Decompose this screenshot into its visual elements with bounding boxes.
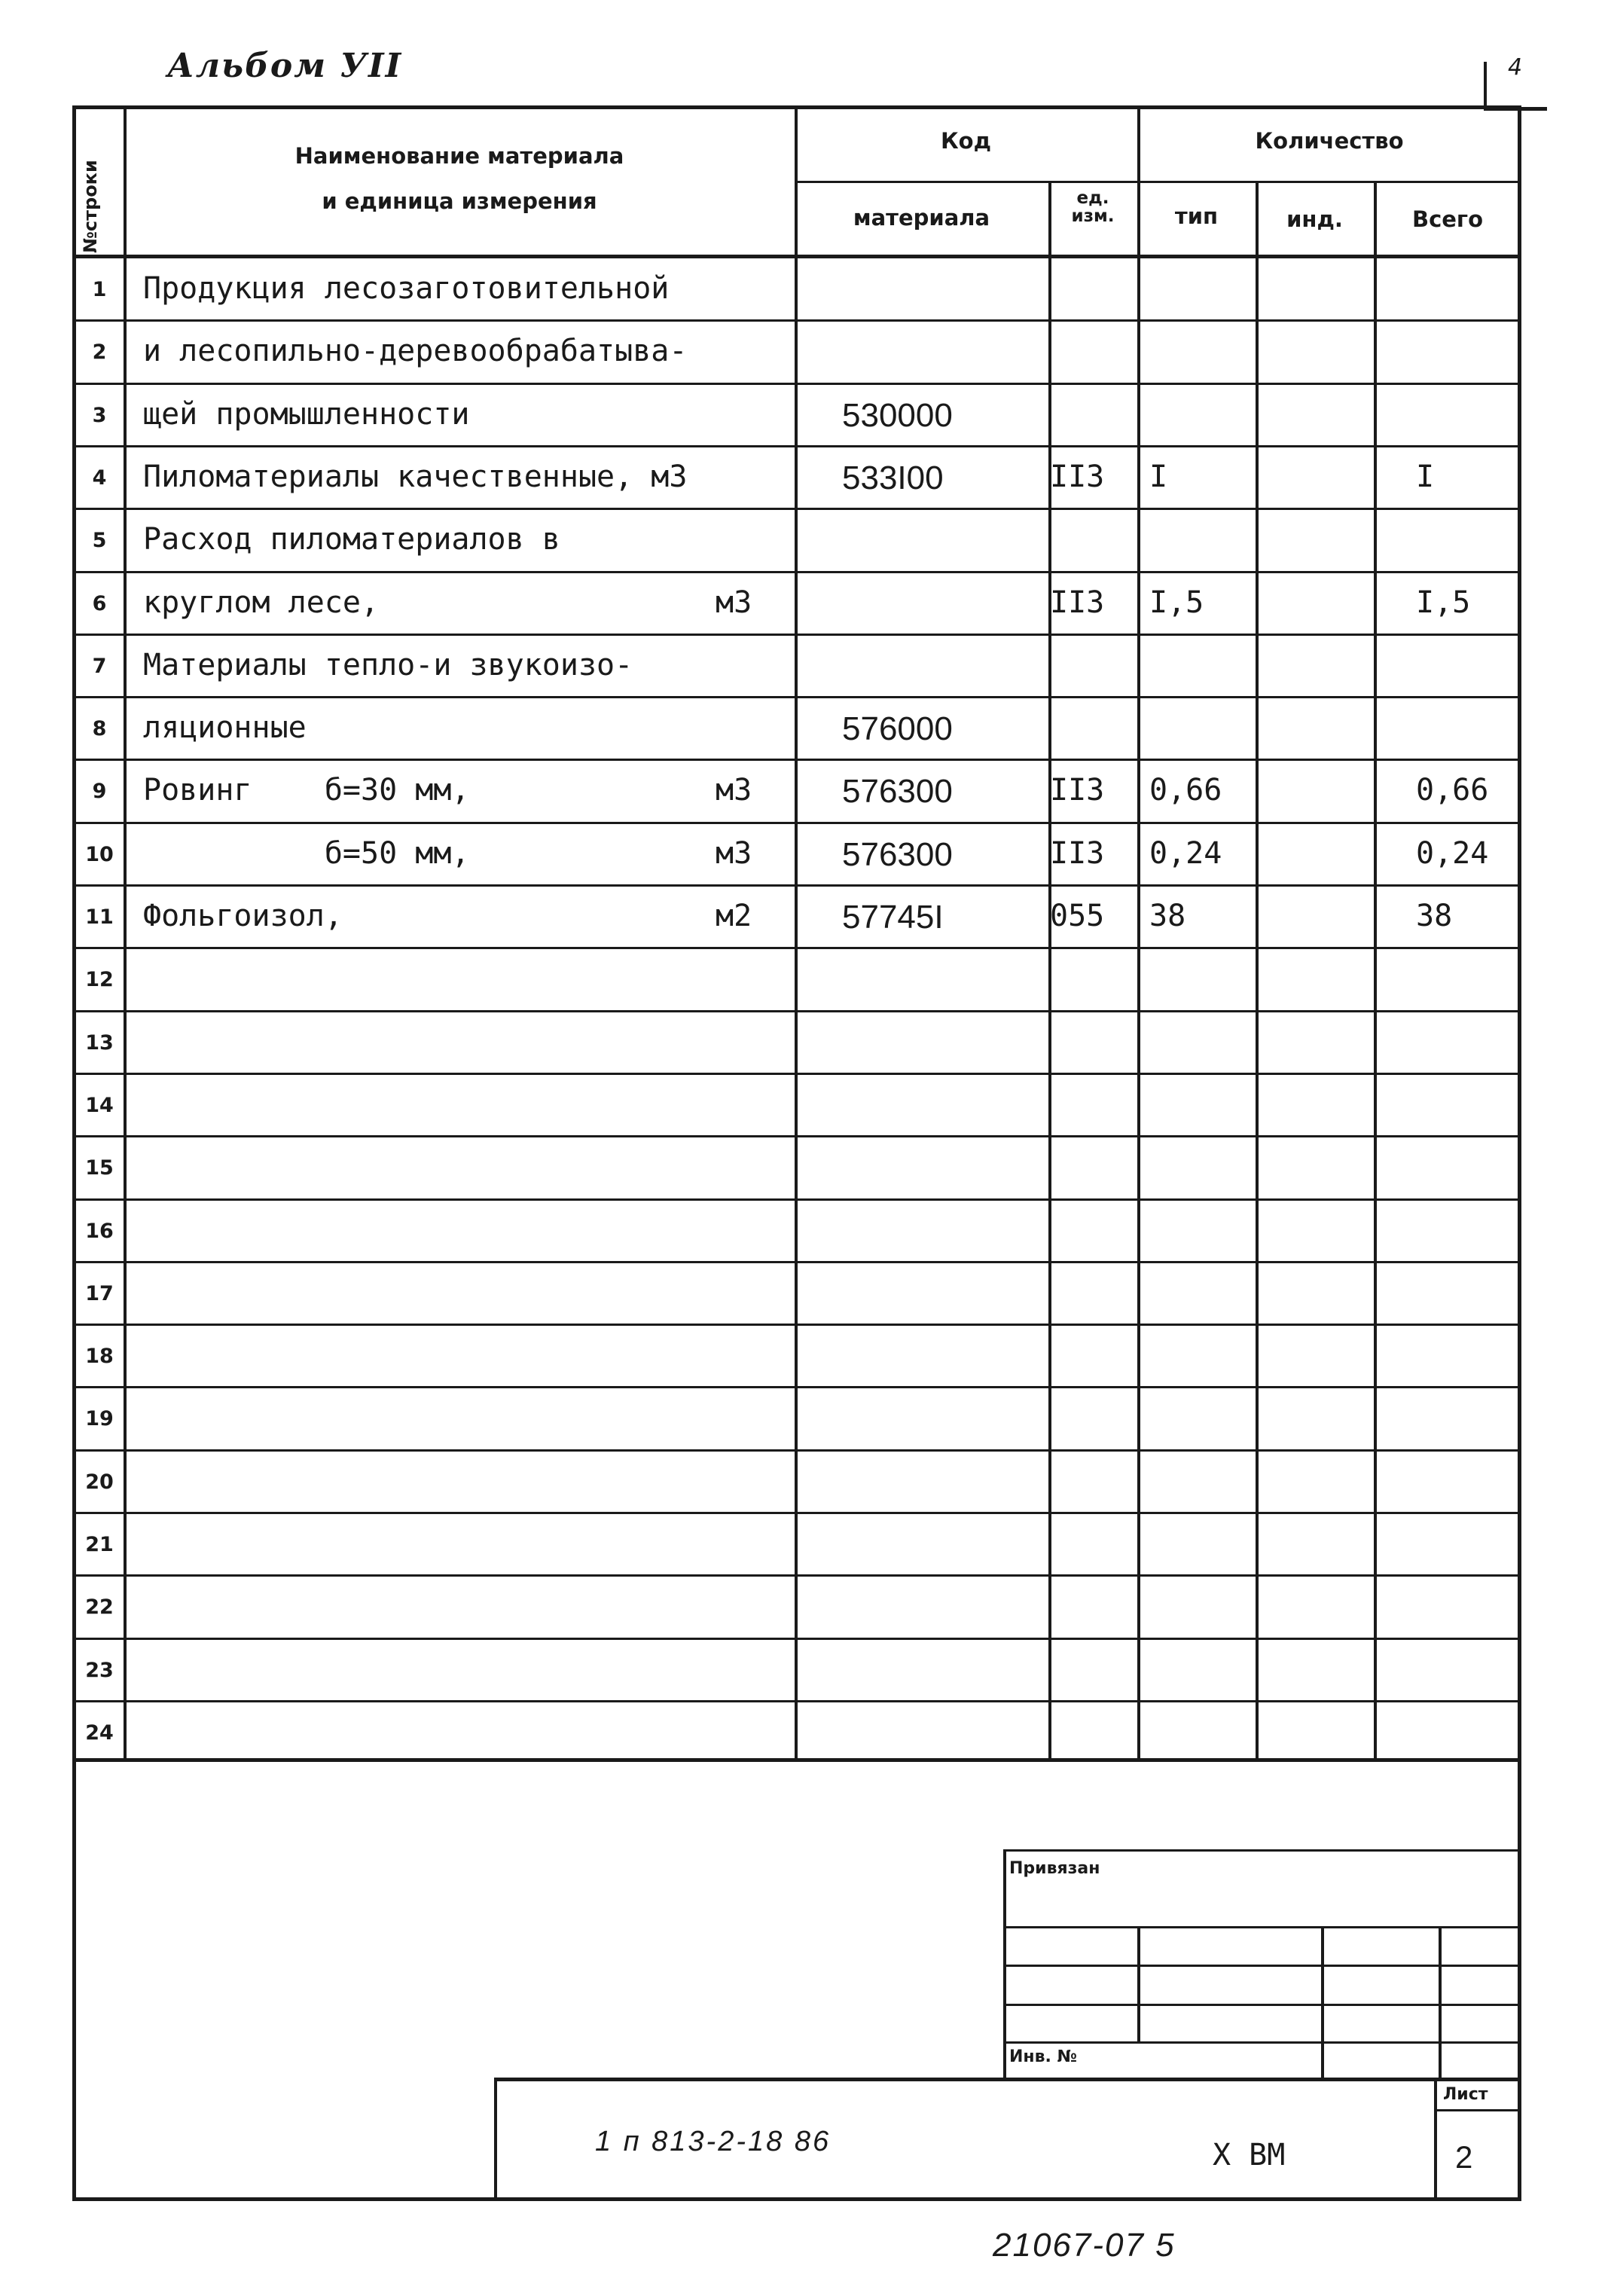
row-number: 21: [85, 1533, 114, 1556]
row-number: 3: [92, 403, 107, 427]
row-number: 17: [85, 1281, 114, 1305]
inventory-label: Инв. №: [1009, 2047, 1078, 2066]
cell-code: 57745I: [842, 899, 944, 936]
cell-unit: II3: [1050, 773, 1105, 808]
cell-unit-label: м3: [716, 835, 752, 871]
cell-name: б=50 мм,: [143, 835, 470, 871]
row-number: 6: [92, 591, 107, 615]
stamp-top-line: [494, 2078, 1521, 2081]
row-number: 13: [85, 1030, 114, 1055]
tb-top-line: [1003, 1849, 1521, 1852]
row-number: 20: [85, 1470, 114, 1494]
row-divider: [72, 1324, 1521, 1326]
cell-total: 0,24: [1416, 835, 1489, 871]
row-divider: [72, 1574, 1521, 1577]
cell-name: Ровинг б=30 мм,: [143, 773, 470, 808]
row-number: 16: [85, 1219, 114, 1243]
row-divider: [72, 1386, 1521, 1388]
row-number: 15: [85, 1156, 114, 1180]
cell-unit: II3: [1050, 835, 1105, 871]
cell-typ: 38: [1149, 899, 1186, 933]
tb-line-4: [1003, 2041, 1521, 2044]
row-number: 18: [85, 1345, 114, 1369]
col-divider-typ: [1256, 181, 1259, 1760]
row-number: 22: [85, 1595, 114, 1620]
header-unit-line1: ед.: [1076, 188, 1109, 208]
row-number: 10: [85, 842, 114, 866]
row-number: 5: [92, 529, 107, 553]
row-divider: [72, 445, 1521, 447]
header-code-group: Код: [940, 128, 992, 154]
cell-name: Продукция лесозаготовительной: [143, 271, 670, 306]
tb-line-3: [1003, 2004, 1521, 2006]
stamp-sheet-label-line: [1434, 2109, 1521, 2111]
header-qty-typ: тип: [1174, 203, 1219, 229]
row-divider: [72, 508, 1521, 510]
header-unit-line2: изм.: [1071, 206, 1115, 226]
header-bottom-line: [72, 255, 1521, 258]
row-divider: [72, 1135, 1521, 1137]
album-title: Альбом УII: [167, 47, 403, 85]
row-divider: [72, 1073, 1521, 1075]
row-divider: [72, 947, 1521, 949]
cell-unit-label: м3: [716, 585, 752, 620]
cell-typ: I: [1149, 459, 1168, 494]
cell-name: ляционные: [143, 710, 307, 746]
cell-name: Фольгоизол,: [143, 899, 343, 933]
cell-name: Расход пиломатериалов в: [143, 522, 560, 557]
cell-total: 38: [1416, 899, 1453, 933]
row-number: 12: [85, 968, 114, 992]
stamp-left-border: [494, 2078, 497, 2201]
row-divider: [72, 759, 1521, 761]
header-row-number: №строки: [80, 160, 101, 253]
row-number: 2: [92, 340, 107, 365]
header-qty-ind: инд.: [1286, 206, 1343, 232]
row-divider: [72, 1638, 1521, 1640]
row-divider: [72, 696, 1521, 698]
row-divider: [72, 822, 1521, 824]
cell-unit: II3: [1050, 585, 1105, 620]
row-divider: [72, 1700, 1521, 1702]
header-subdivider: [795, 181, 1521, 183]
cell-unit: II3: [1050, 459, 1105, 494]
row-divider: [72, 884, 1521, 887]
col-divider-ind: [1374, 181, 1377, 1760]
cell-code: 576300: [842, 773, 953, 811]
cell-code: 533I00: [842, 459, 944, 496]
cell-unit-label: м3: [716, 773, 752, 808]
sheet-number: 2: [1455, 2139, 1473, 2175]
cell-total: I,5: [1416, 585, 1471, 620]
table-bottom-line: [72, 1758, 1521, 1762]
cell-name: щей промышленности: [143, 396, 470, 432]
header-code-material: материала: [853, 205, 990, 231]
row-divider: [72, 1449, 1521, 1452]
cell-unit: 055: [1050, 899, 1105, 933]
cell-name: круглом лесе,: [143, 585, 380, 620]
row-number: 19: [85, 1407, 114, 1431]
tb-line-1: [1003, 1926, 1521, 1928]
bottom-code: 21067-07 5: [993, 2227, 1176, 2264]
cell-total: I: [1416, 459, 1435, 494]
sheet-code: X ВМ: [1213, 2138, 1286, 2172]
tb-col-3: [1439, 1926, 1442, 2080]
row-number: 9: [92, 780, 107, 804]
header-qty-group: Количество: [1255, 128, 1404, 154]
tb-col-2: [1321, 1926, 1324, 2080]
bound-label: Привязан: [1009, 1859, 1100, 1878]
row-divider: [72, 1512, 1521, 1514]
cell-unit-label: м2: [716, 899, 752, 933]
stamp-sheet-divider: [1434, 2078, 1437, 2201]
header-name-line1: Наименование материала: [294, 143, 624, 169]
row-divider: [72, 1198, 1521, 1201]
cell-name: Пиломатериалы качественные, м3: [143, 459, 688, 494]
cell-code: 576300: [842, 835, 953, 873]
corner-mark: [1484, 62, 1547, 111]
cell-name: Материалы тепло-и звукоизо-: [143, 647, 633, 682]
row-divider: [72, 1010, 1521, 1012]
sheet-label: Лист: [1443, 2085, 1488, 2104]
cell-code: 576000: [842, 710, 953, 748]
row-number: 14: [85, 1093, 114, 1117]
row-divider: [72, 571, 1521, 573]
col-divider-unit: [1048, 181, 1051, 1760]
tb-col-1: [1137, 1926, 1140, 2041]
header-name-line2: и единица измерения: [322, 188, 597, 214]
row-number: 7: [92, 654, 107, 678]
row-divider: [72, 383, 1521, 385]
page-number: 4: [1508, 54, 1523, 81]
cell-typ: 0,66: [1149, 773, 1222, 808]
row-number: 8: [92, 717, 107, 741]
cell-total: 0,66: [1416, 773, 1489, 808]
row-number: 1: [92, 278, 107, 301]
cell-code: 530000: [842, 396, 953, 434]
tb-line-2: [1003, 1965, 1521, 1967]
row-number: 11: [85, 905, 114, 929]
cell-name: и лесопильно-деревообрабатыва-: [143, 334, 688, 369]
header-qty-total: Всего: [1411, 206, 1484, 232]
document-designation: 1 п 813-2-18 86: [595, 2126, 832, 2157]
row-divider: [72, 319, 1521, 322]
cell-typ: I,5: [1149, 585, 1204, 620]
cell-typ: 0,24: [1149, 835, 1222, 871]
row-divider: [72, 1261, 1521, 1263]
row-number: 24: [85, 1720, 114, 1745]
row-divider: [72, 634, 1521, 636]
row-number: 4: [92, 466, 107, 490]
row-number: 23: [85, 1658, 114, 1682]
